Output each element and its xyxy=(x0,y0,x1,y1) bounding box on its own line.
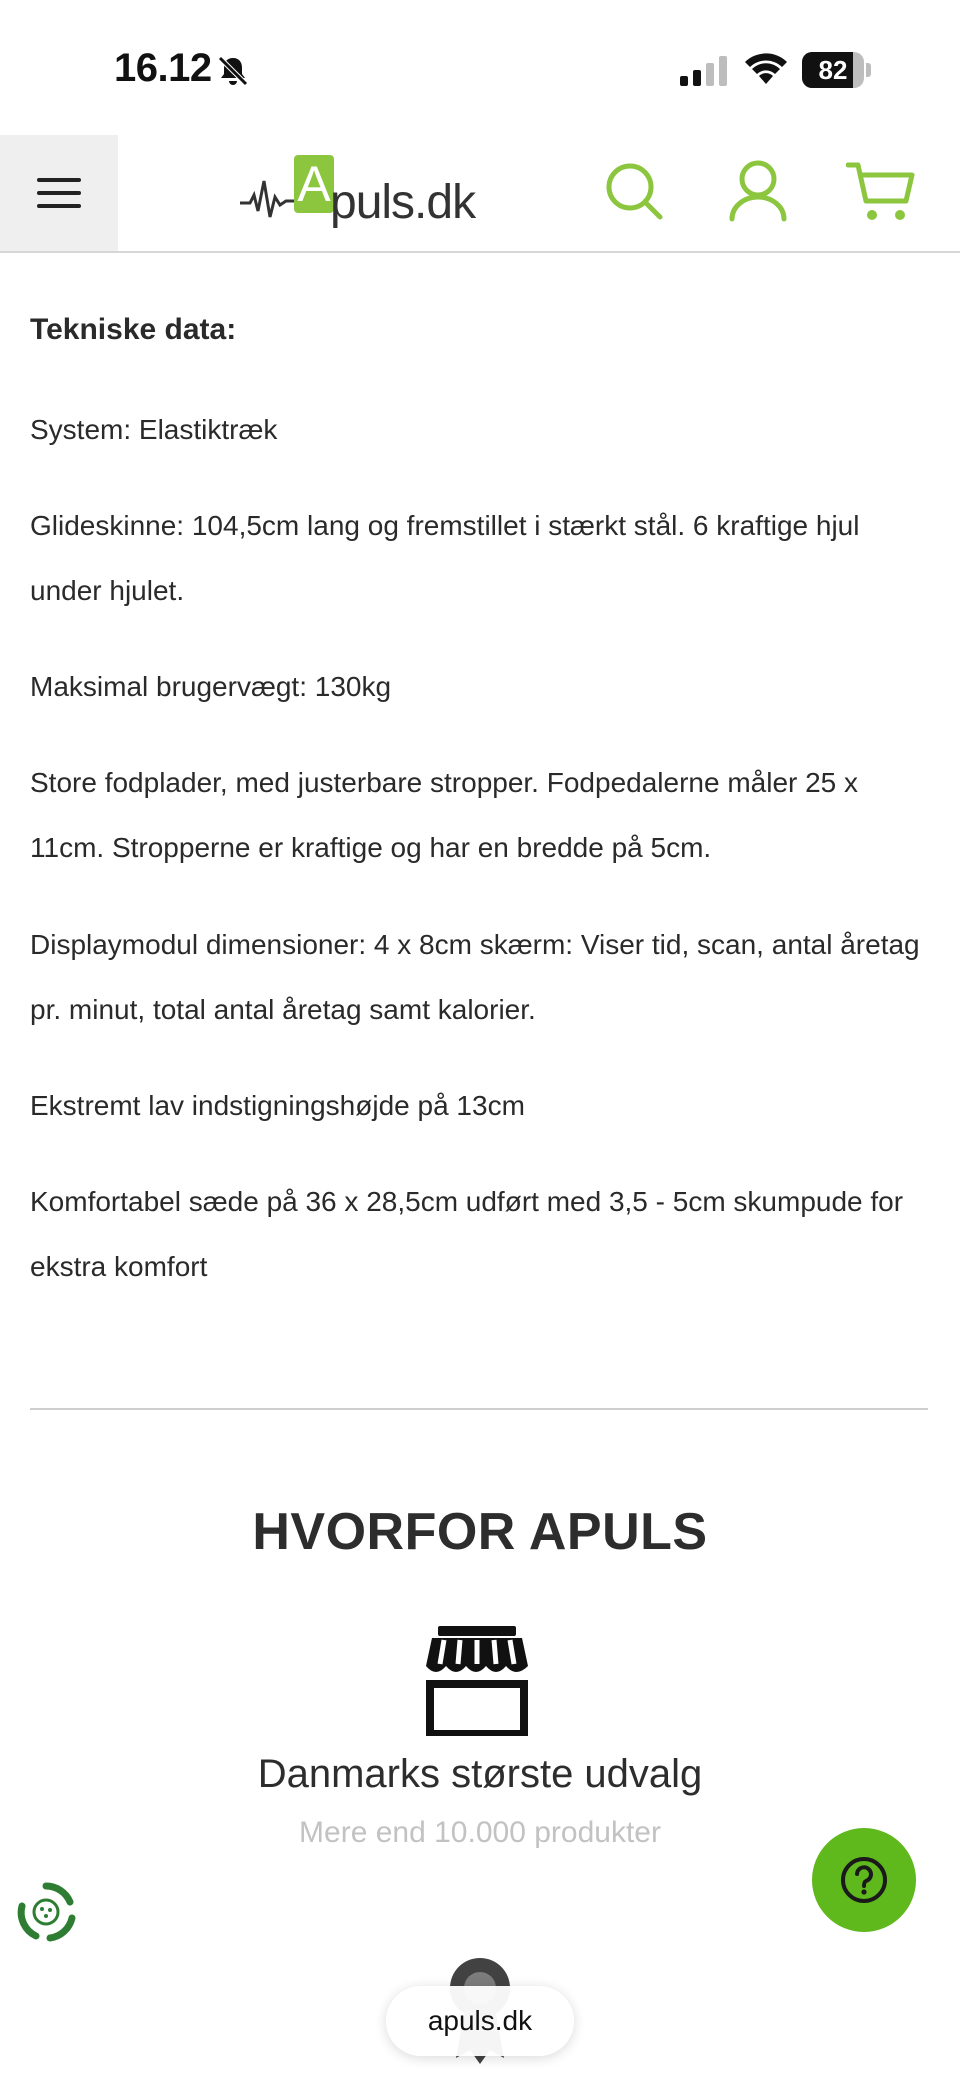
spec-line: Maksimal brugervægt: 130kg xyxy=(30,671,392,702)
logo-text: puls.dk xyxy=(330,176,476,229)
menu-button[interactable] xyxy=(0,135,118,251)
question-icon xyxy=(839,1855,889,1905)
why-apuls-title: HVORFOR APULS xyxy=(252,1503,708,1561)
battery-indicator xyxy=(802,52,872,88)
spec-line: System: Elastiktræk xyxy=(30,414,278,445)
spec-line: Glideskinne: 104,5cm lang og fremstillet i stærkt stål. 6 kraftige hjul under hjulet. xyxy=(30,510,860,606)
status-time: 16.12 xyxy=(114,46,212,90)
storefront-icon xyxy=(424,1626,530,1736)
search-icon[interactable] xyxy=(604,161,664,221)
site-logo[interactable] xyxy=(240,153,480,233)
user-icon[interactable] xyxy=(728,159,788,223)
feature-title: Danmarks største udvalg xyxy=(257,1752,703,1796)
recycle-icon[interactable] xyxy=(14,1880,78,1944)
browser-url-bar[interactable]: apuls.dk xyxy=(386,1986,574,2056)
logo-letter: A xyxy=(294,155,334,213)
spec-line: Komfortabel sæde på 36 x 28,5cm udført med 3,5 - 5cm skumpude for ekstra komfort xyxy=(30,1186,904,1282)
spec-line: Store fodplader, med justerbare stropper. Fodpedalerne måler 25 x 11cm. Stropperne er kraftige og har en bredde på 5cm. xyxy=(30,767,859,863)
spec-heading: Tekniske data: xyxy=(30,313,237,346)
cart-icon[interactable] xyxy=(846,159,916,225)
hamburger-icon xyxy=(37,178,81,208)
status-bar xyxy=(0,0,960,135)
battery-percent: 82 xyxy=(818,55,848,85)
help-button[interactable] xyxy=(812,1828,916,1932)
bell-muted-icon xyxy=(216,54,250,88)
spec-line: Displaymodul dimensioner: 4 x 8cm skærm: Viser tid, scan, antal åretag pr. minut, total antal åretag samt kalorier. xyxy=(30,929,920,1025)
section-divider xyxy=(30,1408,928,1410)
site-header xyxy=(0,135,960,253)
signal-icon xyxy=(680,56,728,86)
wifi-icon xyxy=(744,52,788,86)
pulse-logo-icon xyxy=(240,173,300,223)
feature-subtitle: Mere end 10.000 produkter xyxy=(299,1816,661,1849)
spec-line: Ekstremt lav indstigningshøjde på 13cm xyxy=(30,1090,525,1121)
